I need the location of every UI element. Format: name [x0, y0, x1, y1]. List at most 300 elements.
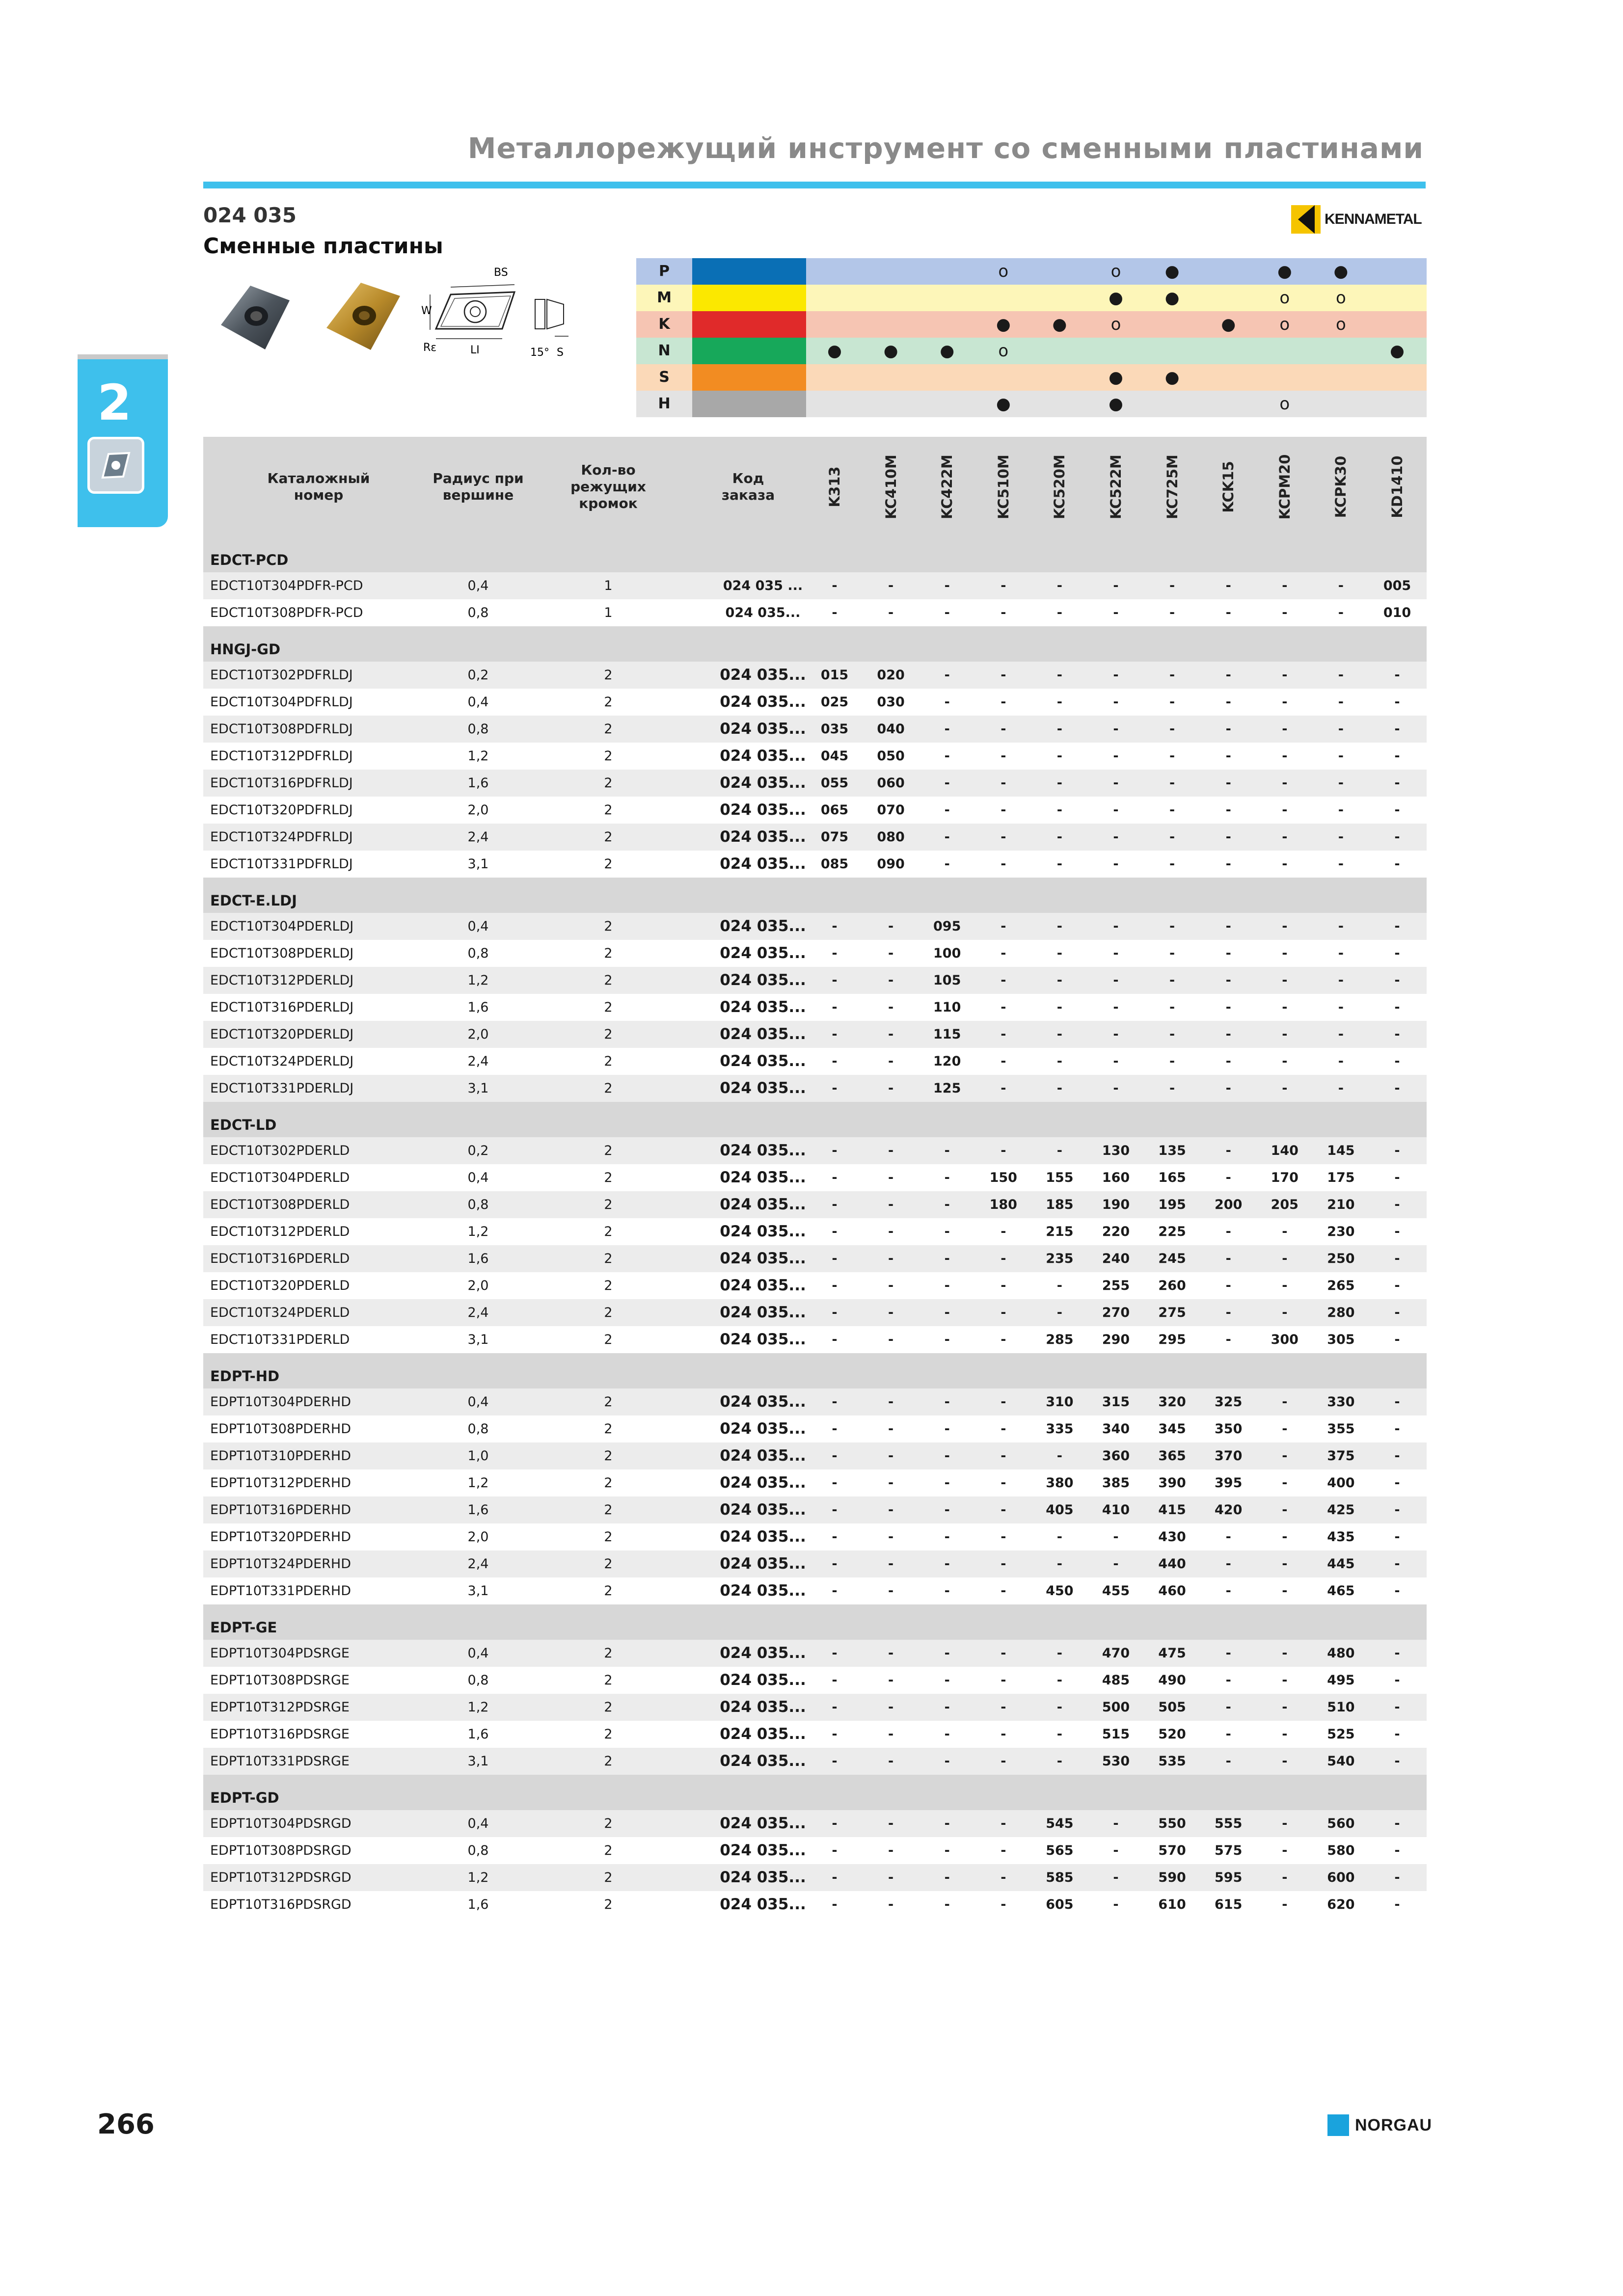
order-code-cell: 024 035... — [720, 1815, 806, 1832]
grade-code-cell: - — [1169, 578, 1175, 593]
corner-radius-cell: 2,0 — [467, 802, 489, 818]
grade-code-cell: - — [1001, 1556, 1006, 1572]
grade-code-cell: - — [1001, 605, 1006, 620]
grade-code-cell: - — [1282, 1251, 1288, 1266]
grade-code-cell: - — [944, 1251, 950, 1266]
grade-code-cell: 505 — [1158, 1700, 1186, 1715]
grade-code-cell: - — [1394, 829, 1400, 845]
grade-code-cell: - — [1169, 973, 1175, 988]
secondary-application-icon: o — [1279, 288, 1290, 308]
inserts-table — [203, 437, 1427, 1918]
grade-code-cell: - — [1394, 1305, 1400, 1320]
catalog-number-cell: EDCT10T312PDFRLDJ — [210, 748, 353, 764]
catalog-number-cell: EDPT10T308PDSRGE — [210, 1673, 350, 1688]
grade-code-cell: 550 — [1158, 1816, 1186, 1831]
insert-icon — [87, 437, 144, 494]
grade-code-cell: - — [1001, 748, 1006, 764]
grade-code-cell: - — [1001, 1673, 1006, 1688]
grade-code-cell: 445 — [1327, 1556, 1355, 1572]
corner-radius-cell: 2,4 — [467, 1305, 489, 1320]
order-code-cell: 024 035... — [720, 1331, 806, 1348]
grade-code-cell: - — [888, 1727, 894, 1742]
norgau-logo-square — [1327, 2114, 1349, 2136]
order-code-cell: 024 035... — [720, 855, 806, 873]
order-code-cell: 024 035... — [725, 605, 801, 620]
grade-code-cell: - — [1338, 721, 1344, 737]
grade-code-cell: - — [1056, 721, 1062, 737]
grade-code-cell: 055 — [820, 775, 849, 791]
grade-code-cell: - — [1282, 1816, 1288, 1831]
grade-code-cell: - — [1282, 802, 1288, 818]
catalog-number-cell: EDPT10T320PDERHD — [210, 1529, 351, 1545]
material-color-swatch — [692, 258, 806, 285]
primary-application-icon: ● — [1333, 262, 1349, 281]
material-letter: P — [636, 258, 692, 285]
kennametal-logo — [1291, 204, 1422, 235]
primary-application-icon: ● — [1164, 368, 1180, 387]
primary-application-icon: ● — [996, 394, 1011, 414]
grade-code-cell: 425 — [1327, 1502, 1355, 1518]
grade-code-cell: - — [1056, 775, 1062, 791]
grade-code-cell: - — [888, 1870, 894, 1885]
grade-code-cell: - — [832, 1278, 838, 1293]
grade-code-cell: 230 — [1327, 1224, 1355, 1239]
table-row — [203, 967, 1427, 994]
grade-code-cell: - — [888, 973, 894, 988]
group-header-row — [203, 537, 1427, 572]
table-row — [203, 689, 1427, 716]
catalog-number-cell: EDCT10T308PDERLD — [210, 1197, 350, 1212]
grade-code-cell: - — [1282, 1529, 1288, 1545]
material-letter: S — [636, 364, 692, 391]
grade-code-cell: - — [888, 1081, 894, 1096]
cutting-edges-cell: 2 — [604, 1448, 613, 1464]
grade-code-cell: - — [1113, 721, 1119, 737]
grade-code-cell: 125 — [933, 1081, 961, 1096]
grade-code-cell: - — [832, 1054, 838, 1069]
order-code-cell: 024 035... — [720, 1896, 806, 1913]
grade-code-cell: - — [832, 1305, 838, 1320]
grade-code-cell: - — [1394, 721, 1400, 737]
grade-code-cell: - — [944, 1673, 950, 1688]
corner-radius-cell: 0,8 — [467, 1421, 489, 1437]
corner-radius-cell: 0,8 — [467, 1843, 489, 1858]
grade-code-cell: - — [832, 1170, 838, 1185]
corner-radius-cell: 1,2 — [467, 748, 489, 764]
table-row — [203, 1075, 1427, 1102]
order-code-cell: 024 035... — [720, 666, 806, 684]
grade-code-cell: - — [832, 1673, 838, 1688]
grade-code-cell: 240 — [1102, 1251, 1130, 1266]
grade-code-cell: - — [1056, 748, 1062, 764]
grade-code-cell: - — [1282, 1556, 1288, 1572]
grade-code-cell: - — [1394, 1143, 1400, 1158]
grade-code-cell: - — [1056, 578, 1062, 593]
grade-code-cell: - — [1056, 1556, 1062, 1572]
material-letter: M — [636, 285, 692, 311]
grade-code-cell: - — [832, 1027, 838, 1042]
grade-code-cell: - — [1056, 802, 1062, 818]
grade-code-cell: - — [944, 748, 950, 764]
grade-code-cell: - — [1001, 1081, 1006, 1096]
primary-application-icon: ● — [1109, 394, 1123, 414]
catalog-number-cell: EDCT10T320PDERLDJ — [210, 1027, 354, 1042]
catalog-number-cell: EDCT10T312PDERLDJ — [210, 973, 354, 988]
grade-code-cell: 110 — [933, 1000, 961, 1015]
grade-code-cell: 255 — [1102, 1278, 1130, 1293]
grade-code-cell: - — [1001, 919, 1006, 934]
material-row-k — [636, 311, 1427, 338]
grade-code-cell: - — [832, 1502, 838, 1518]
table-row — [203, 1523, 1427, 1550]
grade-code-cell: 020 — [877, 667, 905, 683]
order-code-cell: 024 035 ... — [723, 578, 803, 593]
cutting-edges-cell: 2 — [604, 829, 613, 845]
grade-code-cell: - — [1169, 856, 1175, 872]
grade-code-cell: - — [1169, 919, 1175, 934]
catalog-number-cell: EDPT10T312PDERHD — [210, 1475, 351, 1491]
order-code-cell: 024 035... — [720, 1447, 806, 1465]
grade-code-cell: - — [1001, 1475, 1006, 1491]
grade-code-cell: - — [1056, 1646, 1062, 1661]
grade-code-cell: - — [1056, 1529, 1062, 1545]
grade-code-cell: 390 — [1158, 1475, 1186, 1491]
kennametal-logo-mark — [1291, 205, 1321, 234]
cutting-edges-cell: 2 — [604, 1170, 613, 1185]
secondary-application-icon: o — [998, 341, 1009, 361]
grade-code-cell: - — [1394, 973, 1400, 988]
grade-code-cell: - — [832, 1251, 838, 1266]
header-grade — [975, 437, 1031, 537]
grade-code-cell: 165 — [1158, 1170, 1186, 1185]
corner-radius-cell: 1,6 — [467, 1897, 489, 1912]
table-row — [203, 1837, 1427, 1864]
grade-code-cell: 070 — [877, 802, 905, 818]
order-code-cell: 024 035... — [720, 1528, 806, 1546]
corner-radius-cell: 0,4 — [467, 1816, 489, 1831]
grade-code-cell: - — [1282, 973, 1288, 988]
grade-code-cell: - — [1056, 1054, 1062, 1069]
grade-code-cell: - — [832, 1143, 838, 1158]
grade-code-cell: - — [1394, 1000, 1400, 1015]
grade-code-cell: 350 — [1215, 1421, 1243, 1437]
grade-code-cell: - — [1056, 1027, 1062, 1042]
grade-code-cell: - — [1169, 1027, 1175, 1042]
grade-code-cell: - — [832, 1583, 838, 1599]
group-header-row — [203, 626, 1427, 662]
table-row — [203, 1667, 1427, 1694]
grade-code-cell: - — [944, 1448, 950, 1464]
cutting-edges-cell: 2 — [604, 1197, 613, 1212]
grade-code-cell: - — [944, 802, 950, 818]
grade-code-cell: 615 — [1215, 1897, 1243, 1912]
corner-radius-cell: 0,4 — [467, 694, 489, 710]
group-name: EDCT-PCD — [210, 552, 289, 568]
grade-code-cell: - — [1282, 1278, 1288, 1293]
secondary-application-icon: o — [1110, 315, 1121, 334]
grade-code-cell: - — [1282, 1027, 1288, 1042]
material-letter: K — [636, 311, 692, 338]
grade-code-cell: - — [888, 1394, 894, 1410]
secondary-application-icon: o — [1110, 262, 1121, 281]
secondary-application-icon: o — [998, 262, 1009, 281]
cutting-edges-cell: 2 — [604, 1502, 613, 1518]
table-row — [203, 824, 1427, 851]
grade-code-cell: - — [1225, 856, 1231, 872]
catalog-number-cell: EDCT10T320PDFRLDJ — [210, 802, 353, 818]
header-grade-label: KCK15 — [1220, 461, 1237, 513]
grade-code-cell: - — [1225, 1081, 1231, 1096]
grade-code-cell: 610 — [1158, 1897, 1186, 1912]
header-grade — [1144, 437, 1200, 537]
grade-code-cell: - — [1225, 1556, 1231, 1572]
insert-photo-silver — [211, 271, 299, 359]
header-grade — [1088, 437, 1144, 537]
grade-code-cell: - — [832, 578, 838, 593]
grade-code-cell: - — [1338, 775, 1344, 791]
cutting-edges-cell: 1 — [604, 605, 613, 620]
cutting-edges-cell: 2 — [604, 1143, 613, 1158]
grade-code-cell: - — [1001, 1394, 1006, 1410]
grade-code-cell: - — [1056, 1278, 1062, 1293]
grade-code-cell: - — [1056, 605, 1062, 620]
group-header-row — [203, 1353, 1427, 1388]
catalog-number-cell: EDPT10T308PDERHD — [210, 1421, 351, 1437]
grade-code-cell: - — [1001, 1027, 1006, 1042]
corner-radius-cell: 3,1 — [467, 1332, 489, 1347]
norgau-logo-text: NORGAU — [1355, 2115, 1433, 2135]
grade-code-cell: - — [944, 1583, 950, 1599]
grade-code-cell: - — [1169, 802, 1175, 818]
cutting-edges-cell: 2 — [604, 1394, 613, 1410]
order-code-cell: 024 035... — [720, 828, 806, 846]
group-header-row — [203, 1604, 1427, 1640]
catalog-number-cell: EDPT10T316PDSRGE — [210, 1727, 350, 1742]
grade-code-cell: - — [944, 1278, 950, 1293]
grade-code-cell: - — [1001, 1278, 1006, 1293]
table-row — [203, 1864, 1427, 1891]
order-code-cell: 024 035... — [720, 801, 806, 819]
grade-code-cell: - — [1113, 919, 1119, 934]
header-catalog-number: Каталожный номер — [267, 470, 370, 503]
grade-code-cell: 050 — [877, 748, 905, 764]
grade-code-cell: - — [1113, 802, 1119, 818]
corner-radius-cell: 0,4 — [467, 919, 489, 934]
grade-code-cell: - — [1282, 1054, 1288, 1069]
group-name: HNGJ-GD — [210, 641, 281, 658]
grade-code-cell: - — [1001, 721, 1006, 737]
grade-code-cell: - — [1282, 605, 1288, 620]
corner-radius-cell: 0,8 — [467, 946, 489, 961]
header-grade-label: KC522M — [1108, 454, 1124, 519]
grade-code-cell: 495 — [1327, 1673, 1355, 1688]
grade-code-cell: 015 — [820, 667, 849, 683]
table-row — [203, 1021, 1427, 1048]
grade-code-cell: - — [944, 856, 950, 872]
header-cutting-edges: Кол-во режущих кромок — [570, 462, 646, 511]
grade-code-cell: - — [1169, 721, 1175, 737]
grade-code-cell: - — [1056, 946, 1062, 961]
grade-code-cell: 275 — [1158, 1305, 1186, 1320]
corner-radius-cell: 1,6 — [467, 1727, 489, 1742]
grade-code-cell: - — [1282, 1224, 1288, 1239]
order-code-cell: 024 035... — [720, 1079, 806, 1097]
grade-code-cell: - — [944, 1727, 950, 1742]
grade-code-cell: - — [1225, 694, 1231, 710]
grade-code-cell: - — [1225, 1754, 1231, 1769]
order-code-cell: 024 035... — [720, 1582, 806, 1600]
grade-code-cell: 260 — [1158, 1278, 1186, 1293]
grade-code-cell: - — [1113, 1027, 1119, 1042]
grade-code-cell: - — [888, 1305, 894, 1320]
group-header-row — [203, 1775, 1427, 1810]
grade-code-cell: - — [1113, 775, 1119, 791]
header-grade — [1313, 437, 1369, 537]
grade-code-cell: 535 — [1158, 1754, 1186, 1769]
grade-code-cell: - — [832, 1897, 838, 1912]
grade-code-cell: - — [1394, 1170, 1400, 1185]
grade-code-cell: 185 — [1046, 1197, 1074, 1212]
grade-code-cell: 340 — [1102, 1421, 1130, 1437]
grade-code-cell: - — [944, 1224, 950, 1239]
cutting-edges-cell: 2 — [604, 1529, 613, 1545]
material-row-m — [636, 285, 1427, 311]
material-color-swatch — [692, 391, 806, 417]
material-application-grid — [636, 258, 1427, 417]
grade-code-cell: - — [1225, 1170, 1231, 1185]
grade-code-cell: 060 — [877, 775, 905, 791]
grade-code-cell: - — [944, 1646, 950, 1661]
header-grade-label: KC725M — [1163, 454, 1181, 519]
grade-code-cell: - — [1056, 829, 1062, 845]
grade-code-cell: 075 — [820, 829, 849, 845]
cutting-edges-cell: 2 — [604, 1081, 613, 1096]
grade-code-cell: - — [1394, 694, 1400, 710]
group-header-row — [203, 1102, 1427, 1137]
grade-code-cell: - — [888, 1278, 894, 1293]
grade-code-cell: 375 — [1327, 1448, 1355, 1464]
grade-code-cell: - — [1001, 1332, 1006, 1347]
order-code-cell: 024 035... — [720, 1671, 806, 1689]
grade-code-cell: - — [1394, 1502, 1400, 1518]
grade-code-cell: - — [832, 1754, 838, 1769]
grade-code-cell: 280 — [1327, 1305, 1355, 1320]
cutting-edges-cell: 2 — [604, 1816, 613, 1831]
grade-code-cell: 080 — [877, 829, 905, 845]
material-row-n — [636, 338, 1427, 364]
grade-code-cell: - — [944, 1475, 950, 1491]
grade-code-cell: 215 — [1046, 1224, 1074, 1239]
grade-code-cell: 320 — [1158, 1394, 1186, 1410]
header-grade-label: KC520M — [1051, 454, 1068, 519]
cutting-edges-cell: 2 — [604, 919, 613, 934]
grade-code-cell: - — [832, 1870, 838, 1885]
grade-code-cell: - — [1282, 1081, 1288, 1096]
grade-code-cell: 270 — [1102, 1305, 1130, 1320]
grade-code-cell: 465 — [1327, 1583, 1355, 1599]
corner-radius-cell: 1,2 — [467, 1700, 489, 1715]
grade-code-cell: - — [1394, 1054, 1400, 1069]
header-grade-label: KC422M — [939, 454, 956, 519]
header-grade — [1200, 437, 1256, 537]
grade-code-cell: - — [1338, 694, 1344, 710]
grade-code-cell: 345 — [1158, 1421, 1186, 1437]
grade-code-cell: 585 — [1046, 1870, 1074, 1885]
catalog-number-cell: EDPT10T312PDSRGD — [210, 1870, 352, 1885]
corner-radius-cell: 3,1 — [467, 1583, 489, 1599]
corner-radius-cell: 1,6 — [467, 1000, 489, 1015]
grade-code-cell: 595 — [1215, 1870, 1243, 1885]
grade-code-cell: - — [1225, 1000, 1231, 1015]
grade-code-cell: - — [1169, 694, 1175, 710]
corner-radius-cell: 1,6 — [467, 775, 489, 791]
grade-code-cell: - — [1282, 1727, 1288, 1742]
order-code-cell: 024 035... — [720, 1393, 806, 1411]
grade-code-cell: 490 — [1158, 1673, 1186, 1688]
grade-code-cell: - — [832, 1332, 838, 1347]
grade-code-cell: - — [1225, 1224, 1231, 1239]
grade-code-cell: - — [1338, 667, 1344, 683]
drawing-label-li: LI — [470, 344, 480, 356]
order-code-cell: 024 035... — [720, 1304, 806, 1321]
grade-code-cell: 145 — [1327, 1143, 1355, 1158]
insert-photo-gold — [319, 269, 407, 357]
corner-radius-cell: 1,6 — [467, 1251, 489, 1266]
grade-code-cell: - — [1113, 748, 1119, 764]
grade-code-cell: - — [1113, 973, 1119, 988]
grade-code-cell: - — [1001, 1224, 1006, 1239]
catalog-number-cell: EDCT10T312PDERLD — [210, 1224, 350, 1239]
table-row — [203, 797, 1427, 824]
grade-code-cell: 360 — [1102, 1448, 1130, 1464]
cutting-edges-cell: 2 — [604, 946, 613, 961]
grade-code-cell: - — [888, 1054, 894, 1069]
grade-code-cell: - — [1282, 1421, 1288, 1437]
primary-application-icon: ● — [1277, 262, 1292, 281]
grade-code-cell: - — [1056, 1727, 1062, 1742]
primary-application-icon: ● — [1052, 315, 1067, 334]
grade-code-cell: - — [944, 1897, 950, 1912]
grade-code-cell: 315 — [1102, 1394, 1130, 1410]
grade-code-cell: - — [888, 919, 894, 934]
grade-code-cell: - — [1169, 829, 1175, 845]
catalog-number-cell: EDCT10T324PDERLDJ — [210, 1054, 354, 1069]
grade-code-cell: - — [1001, 578, 1006, 593]
grade-code-cell: - — [832, 973, 838, 988]
grade-code-cell: - — [832, 1556, 838, 1572]
grade-code-cell: 195 — [1158, 1197, 1186, 1212]
grade-code-cell: - — [888, 1897, 894, 1912]
grade-code-cell: - — [1225, 1673, 1231, 1688]
catalog-number-cell: EDPT10T308PDSRGD — [210, 1843, 352, 1858]
grade-code-cell: - — [1338, 578, 1344, 593]
chapter-tab-rule — [78, 354, 168, 359]
grade-code-cell: 325 — [1215, 1394, 1243, 1410]
table-row — [203, 913, 1427, 940]
catalog-number-cell: EDCT10T316PDERLD — [210, 1251, 350, 1266]
grade-code-cell: 540 — [1327, 1754, 1355, 1769]
grade-code-cell: - — [1282, 1475, 1288, 1491]
grade-code-cell: - — [1282, 829, 1288, 845]
grade-code-cell: - — [1394, 1727, 1400, 1742]
chapter-number: 2 — [97, 374, 132, 431]
primary-application-icon: ● — [1390, 341, 1405, 361]
grade-code-cell: - — [1056, 919, 1062, 934]
order-code-cell: 024 035... — [720, 1142, 806, 1159]
grade-code-cell: - — [888, 1475, 894, 1491]
grade-code-cell: - — [944, 1421, 950, 1437]
catalog-number-cell: EDCT10T320PDERLD — [210, 1278, 350, 1293]
